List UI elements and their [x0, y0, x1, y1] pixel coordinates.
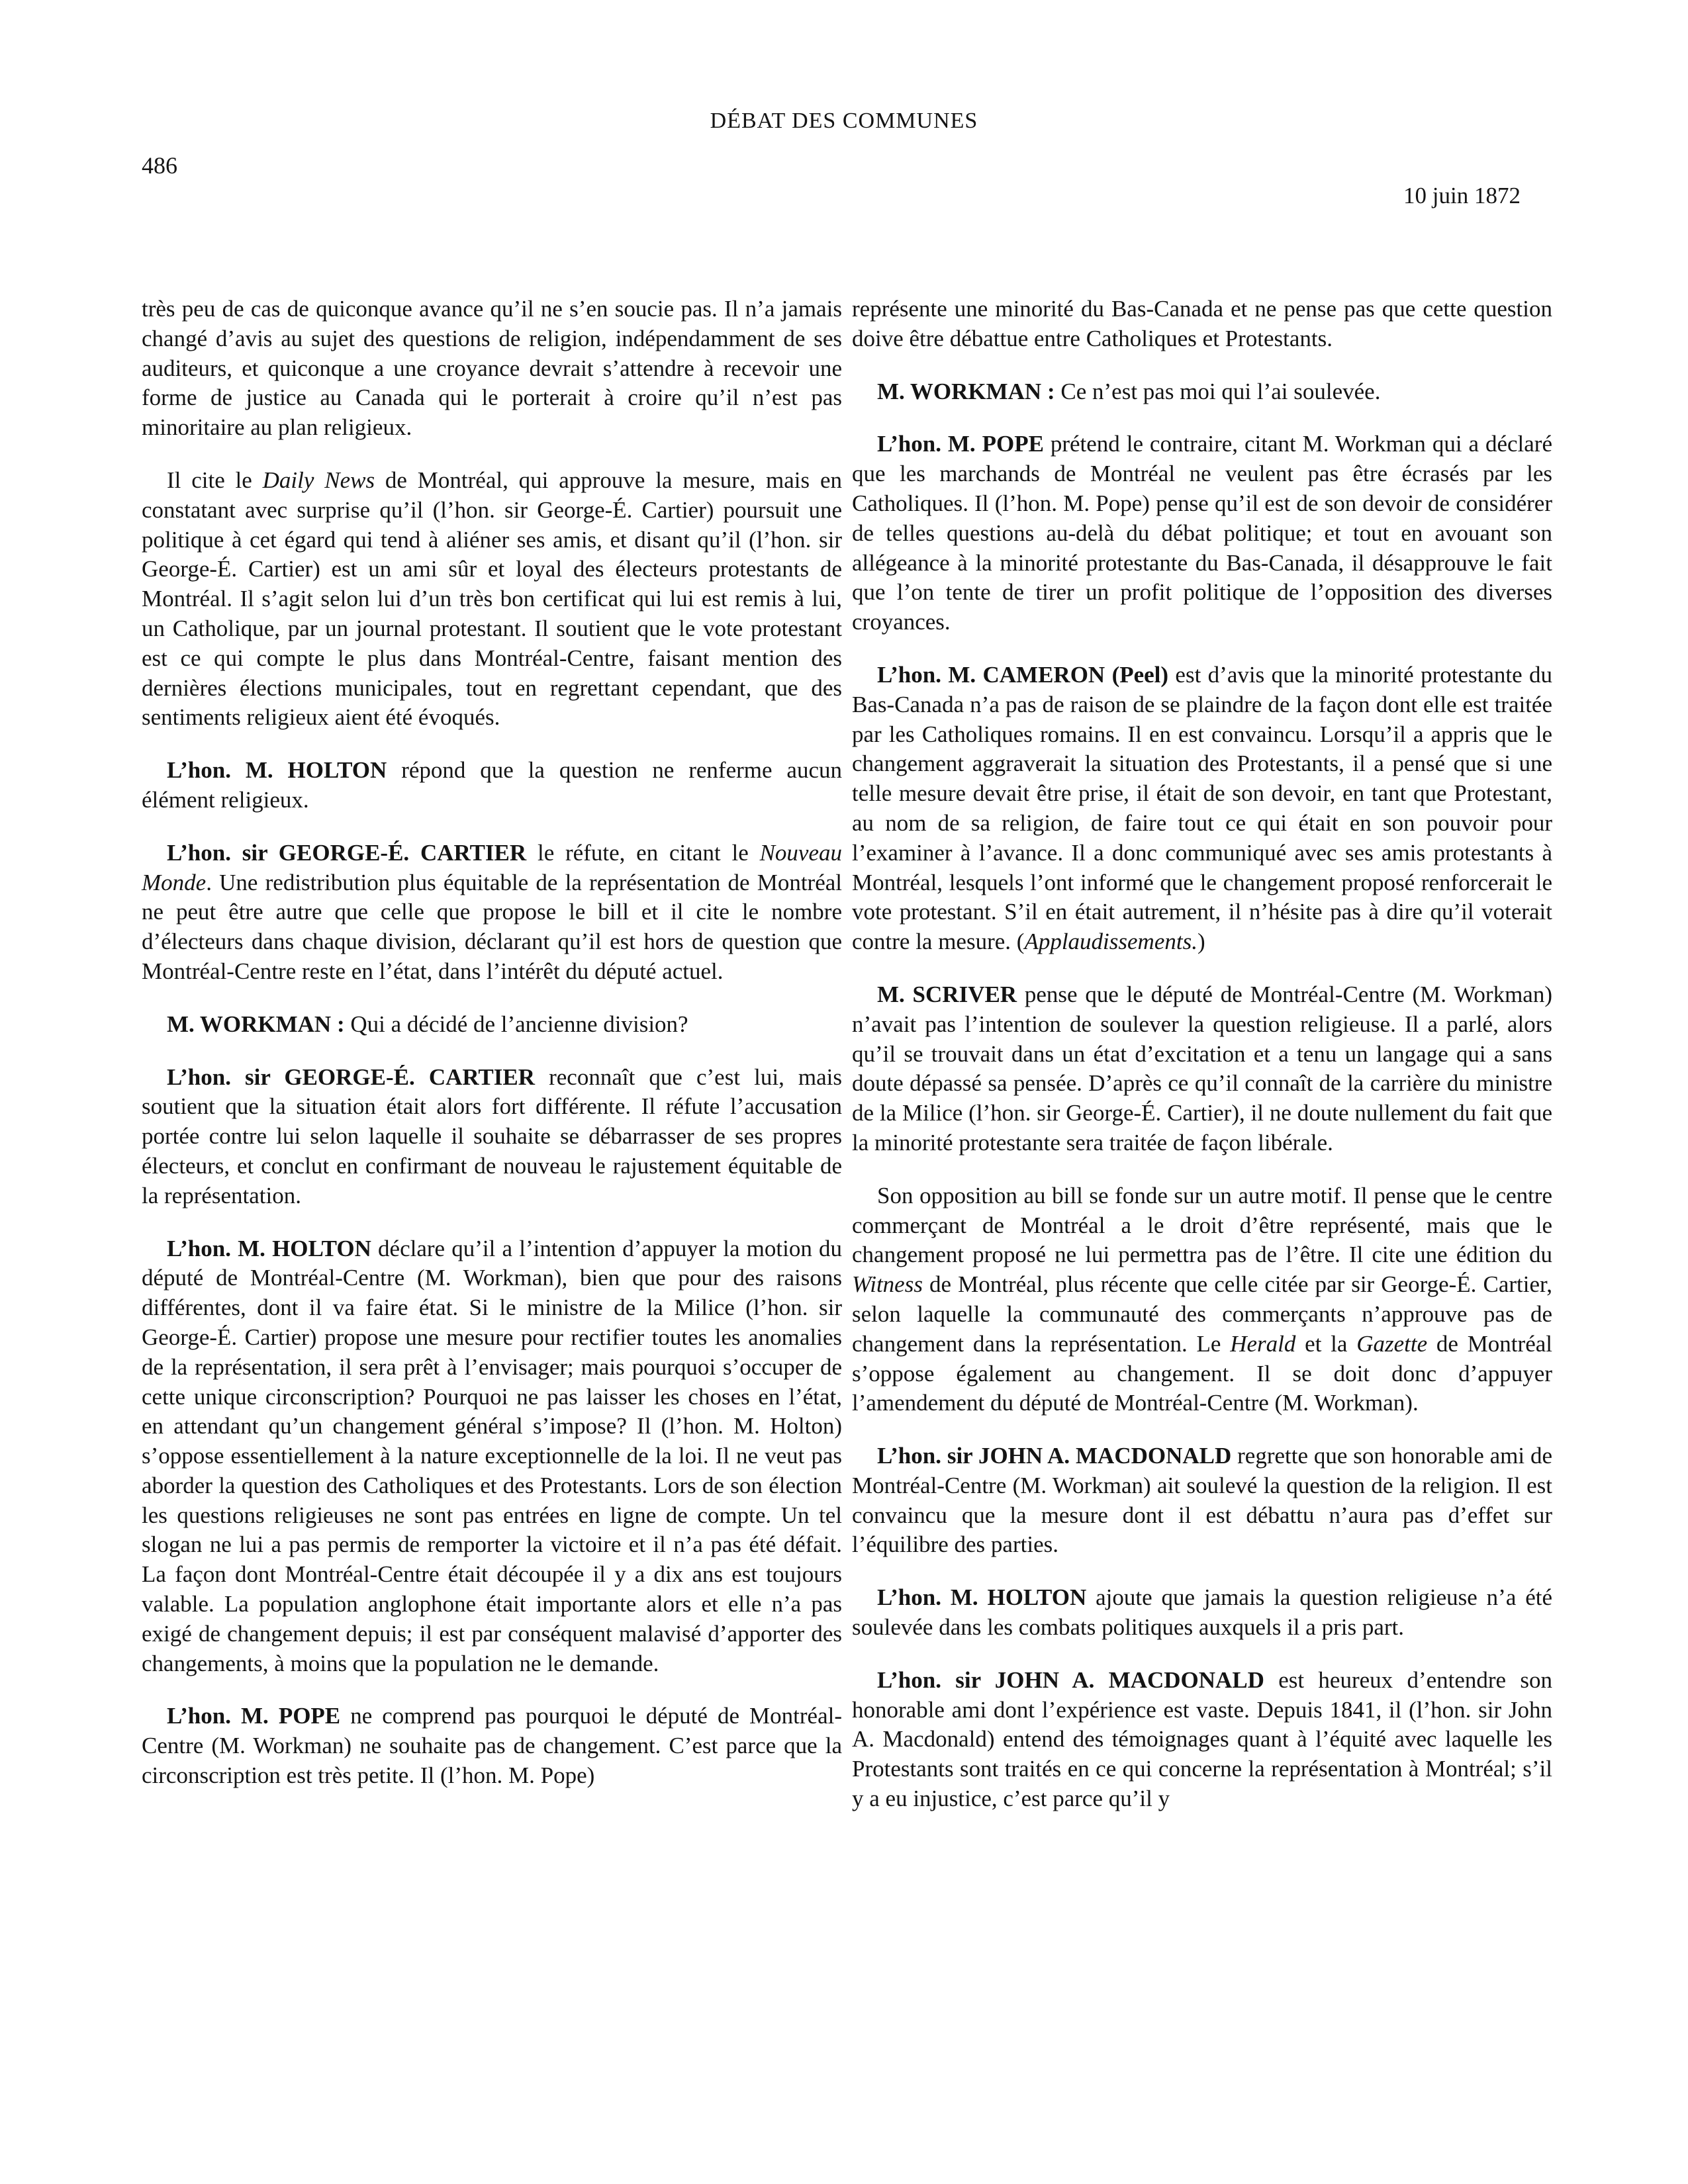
page-number: 486 [142, 152, 177, 179]
paragraph [852, 1583, 1552, 1643]
paragraph-text: pense que le député de Montréal-Centre (M. Workman) n’avait pas l’intention de soulever la question religieuse. Il a parlé, alors qu’il se trouvait dans un état d’excitation et a tenu un langage qui a sans doute dépassé sa pensée. D’après ce qu’il connaît de la carrière du ministre de la Milice (l’hon. sir George-É. Cartier), il ne doute nullement du fait que la minorité protestante sera traitée de façon libérale. [852, 981, 1552, 1156]
paragraph-text: et la [1295, 1330, 1357, 1357]
paragraph-text: ne comprend pas pourquoi le député de Montréal-Centre (M. Workman) ne souhaite pas de changement. C’est parce que la circonscription est très petite. Il (l’hon. M. Pope) [142, 1703, 842, 1789]
paragraph-text: de Montréal s’oppose également au changement. Il se doit donc d’appuyer l’amendement du député de Montréal-Centre (M. Workman). [852, 1330, 1552, 1416]
paragraph-text: regrette que son honorable ami de Montréal-Centre (M. Workman) ait soulevé la question de la religion. Il est convaincu que la mesure dont il est débattu n’aura pas d’effet sur l’équilibre des parties. [852, 1443, 1552, 1558]
paragraph [852, 660, 1552, 957]
stage-direction: Applaudissements. [1024, 929, 1197, 955]
page-date: 10 juin 1872 [1403, 183, 1521, 208]
paragraph-text: le réfute, en citant le [526, 839, 760, 866]
paragraph [142, 1702, 842, 1790]
newspaper-title: Daily News [262, 467, 375, 493]
paragraph [852, 1441, 1552, 1560]
newspaper-title: Witness [852, 1271, 923, 1298]
paragraph [142, 466, 842, 733]
paragraph [142, 1010, 842, 1040]
speaker-name: L’hon. sir JOHN A. MACDONALD [877, 1666, 1264, 1693]
paragraph [142, 756, 842, 815]
paragraph-text: représente une minorité du Bas-Canada et ne pense pas que cette question doive être débattue entre Catholiques et Protestants. [852, 296, 1552, 351]
newspaper-title: Herald [1230, 1330, 1296, 1357]
paragraph-text: Ce n’est pas moi qui l’ai soulevée. [1055, 378, 1381, 404]
paragraph-text: est heureux d’entendre son honorable ami dont l’expérience est vaste. Depuis 1841, il (l’hon. sir John A. Macdonald) entend des témoignages quant à l’équité avec laquelle les Protestants sont traités en ce qui concerne la représentation à Montréal; s’il y a eu injustice, c’est parce qu’il y [852, 1666, 1552, 1812]
paragraph [852, 1666, 1552, 1814]
paragraph-text: répond que la question ne renferme aucun élément religieux. [142, 757, 842, 813]
paragraph [142, 1063, 842, 1211]
right-column [852, 295, 1552, 1837]
paragraph [142, 295, 842, 443]
speaker-name: L’hon. M. HOLTON [167, 757, 387, 784]
paragraph-text: prétend le contraire, citant M. Workman qui a déclaré que les marchands de Montréal ne veulent pas être écrasés par les Catholiques. Il (l’hon. M. Pope) pense qu’il est de son devoir de considérer de telles questions au-delà du débat politique; et tout en avouant son allégeance à la minorité protestante du Bas-Canada, il désapprouve le fait que l’on tente de tirer un profit politique de l’opposition des diverses croyances. [852, 431, 1552, 635]
speaker-name: L’hon. M. POPE [167, 1703, 341, 1729]
paragraph [852, 295, 1552, 354]
speaker-name: L’hon. M. HOLTON [877, 1584, 1087, 1611]
paragraph-text: est d’avis que la minorité protestante du Bas-Canada n’a pas de raison de se plaindre de la façon dont elle est traitée par les Catholiques romains. Il en est convaincu. Lorsqu’il a appris que le changement aggraverait la situation des Protestants, il a pensé que si une telle mesure devait être prise, il était de son devoir, en tant que Protestant, au nom de sa religion, de faire tout ce qui était en son pouvoir pour l’examiner à l’avance. Il a donc communiqué avec ses amis protestants à Montréal, lesquels l’ont informé que le changement proposé renforcerait le vote protestant. S’il en était autrement, il n’hésite pas à dire qu’il voterait contre la mesure. ( [852, 661, 1552, 955]
newspaper-title: Nouveau Monde [142, 839, 842, 895]
paragraph-text: Il cite le [167, 467, 263, 493]
speaker-name: L’hon. M. CAMERON (Peel) [877, 661, 1169, 688]
speaker-name: L’hon. sir GEORGE-É. CARTIER [167, 1064, 536, 1090]
speaker-name: M. WORKMAN : [167, 1011, 345, 1037]
paragraph [852, 430, 1552, 637]
paragraph-text: . Une redistribution plus équitable de la représentation de Montréal ne peut être autre que celle que propose le bill et il cite le nombre d’électeurs dans chaque division, déclarant qu’il est hors de question que Montréal-Centre reste en l’état, dans l’intérêt du député actuel. [142, 869, 842, 984]
paragraph-text: très peu de cas de quiconque avance qu’il ne s’en soucie pas. Il n’a jamais changé d’avis au sujet des questions de religion, indépendamment de ses auditeurs, et quiconque a une croyance devrait s’attendre à recevoir une forme de justice au Canada qui le porterait à croire qu’il n’est pas minoritaire au plan religieux. [142, 296, 842, 441]
paragraph [852, 1181, 1552, 1418]
left-column [142, 295, 842, 1814]
paragraph [852, 980, 1552, 1158]
speaker-name: L’hon. M. POPE [877, 431, 1044, 457]
paragraph-text: ajoute que jamais la question religieuse n’a été soulevée dans les combats politiques auxquels il a pris part. [852, 1584, 1553, 1641]
paragraph [142, 839, 842, 987]
paragraph [852, 377, 1552, 407]
paragraph-text: Qui a décidé de l’ancienne division? [344, 1011, 688, 1037]
newspaper-title: Gazette [1356, 1330, 1428, 1357]
speaker-name: M. WORKMAN : [877, 378, 1055, 404]
paragraph-text: déclare qu’il a l’intention d’appuyer la motion du député de Montréal-Centre (M. Workman), bien que pour des raisons différentes, dont il va faire état. Si le ministre de la Milice (l’hon. sir George-É. Cartier) propose une mesure pour rectifier toutes les anomalies de la représentation, il sera prêt à l’envisager; mais pourquoi s’occuper de cette unique circonscription? Pourquoi ne pas laisser les choses en l’état, en attendant qu’un changement général s’impose? Il (l’hon. M. Holton) s’oppose essentiellement à la nature exceptionnelle de la loi. Il ne veut pas aborder la question des Catholiques et des Protestants. Lors de son élection les questions religieuses ne sont pas entrées en ligne de compte. Un tel slogan ne lui a pas permis de remporter la victoire et il n’a pas été défait. La façon dont Montréal-Centre était découpée il y a dix ans est toujours valable. La population anglophone était importante alors et elle n’a pas exigé de changement depuis; il est par conséquent malavisé d’apporter des changements, à moins que la population ne le demande. [142, 1235, 843, 1676]
speaker-name: L’hon. sir GEORGE-É. CARTIER [167, 839, 527, 866]
speaker-name: L’hon. sir JOHN A. MACDONALD [877, 1443, 1232, 1469]
speaker-name: M. SCRIVER [877, 981, 1017, 1007]
paragraph-text: de Montréal, qui approuve la mesure, mais en constatant avec surprise qu’il (l’hon. sir George-É. Cartier) poursuit une politique à cet égard qui tend à aliéner ses amis, et disant qu’il (l’hon. sir George-É. Cartier) est un ami sûr et loyal des électeurs protestants de Montréal. Il s’agit selon lui d’un très bon certificat qui lui est remis à lui, un Catholique, par un journal protestant. Il soutient que le vote protestant est ce qui compte le plus dans Montréal-Centre, faisant mention des dernières élections municipales, tout en regrettant cependant, que des sentiments religieux aient été évoqués. [142, 467, 842, 731]
paragraph-text: de Montréal, plus récente que celle citée par sir George-É. Cartier, selon laquelle la communauté des commerçants n’approuve pas de changement dans la représentation. Le [852, 1271, 1552, 1357]
paragraph [142, 1234, 842, 1679]
paragraph-text: Son opposition au bill se fonde sur un autre motif. Il pense que le centre commerçant de Montréal a le droit d’être représenté, mais que le changement proposé ne lui permettra pas de l’être. Il cite une édition du [852, 1182, 1552, 1268]
paragraph-text: ) [1197, 929, 1205, 955]
paragraph-text: reconnaît que c’est lui, mais soutient que la situation était alors fort différente. Il réfute l’accusation portée contre lui selon laquelle il souhaite se débarrasser de ses propres électeurs, et conclut en confirmant de nouveau le rajustement équitable de la représentation. [142, 1064, 842, 1208]
running-head: DÉBAT DES COMMUNES [710, 109, 978, 133]
speaker-name: L’hon. M. HOLTON [167, 1235, 371, 1261]
